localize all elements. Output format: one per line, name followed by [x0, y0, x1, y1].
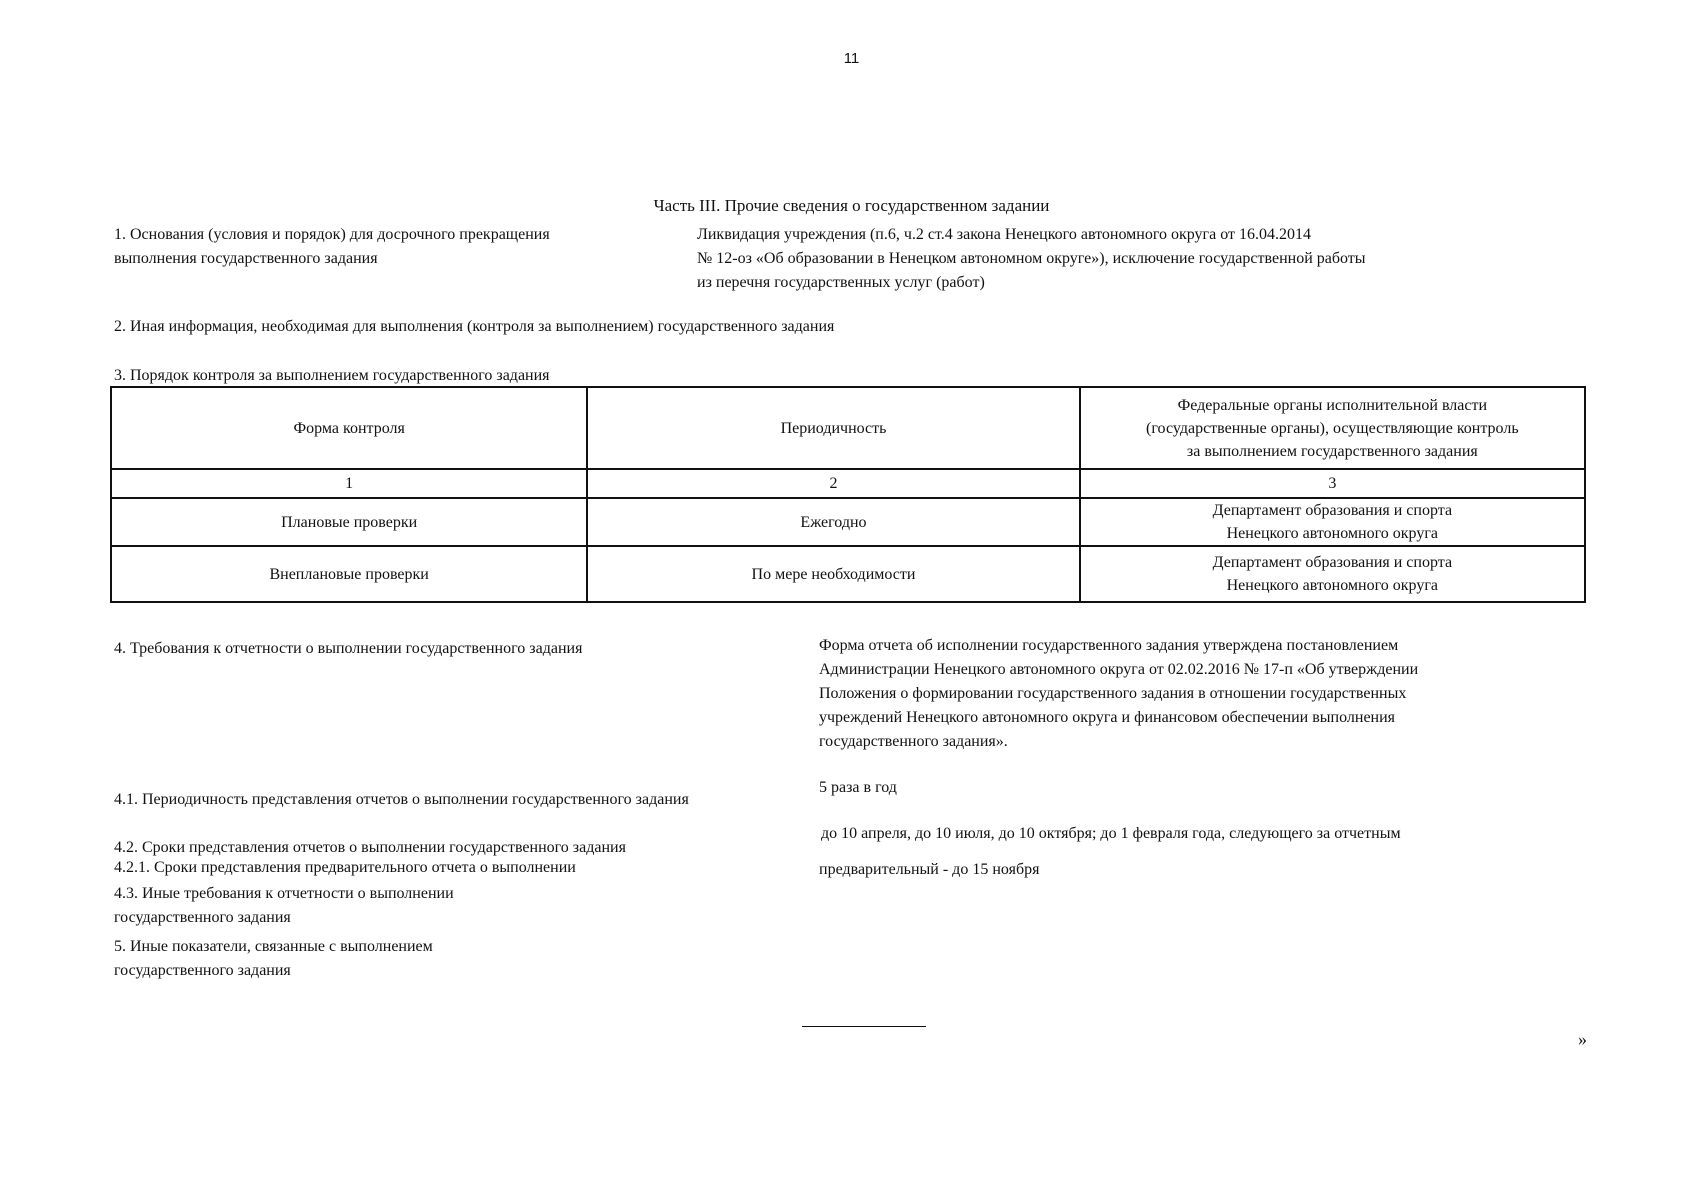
section-1-label-line: выполнения государственного задания	[114, 250, 378, 267]
header-cell-line: Федеральные органы исполнительной власти	[1177, 396, 1488, 414]
table-row	[111, 498, 1585, 546]
number-cell: 1	[111, 469, 587, 498]
separator-line	[802, 1026, 926, 1027]
section-4-label: 4. Требования к отчетности о выполнении государственного задания	[114, 640, 583, 657]
section-4-2-value: до 10 апреля, до 10 июля, до 10 октября; до 1 февраля года, следующего за отчетным	[821, 825, 1401, 842]
section-3-label: 3. Порядок контроля за выполнением государственного задания	[114, 367, 550, 384]
table-cell-line: Ненецкого автономного округа	[1226, 577, 1439, 594]
section-4-3-label-line: 4.3. Иные требования к отчетности о выполнении	[114, 885, 454, 902]
section-4-value-line: Администрации Ненецкого автономного округа от 02.02.2016 № 17-п «Об утверждении	[819, 661, 1419, 678]
section-2-label: 2. Иная информация, необходимая для выполнения (контроля за выполнением) государственного задания	[114, 318, 835, 335]
table-cell: Плановые проверки	[111, 498, 587, 546]
section-4-value	[819, 634, 1418, 754]
table-cell-line: Ненецкого автономного округа	[1226, 525, 1439, 542]
control-table	[110, 386, 1586, 603]
section-5-label-line: государственного задания	[114, 962, 291, 979]
table-number-row	[111, 469, 1585, 498]
table-cell: Ежегодно	[587, 498, 1079, 546]
section-4-3-label-line: государственного задания	[114, 909, 291, 926]
table-cell: Внеплановые проверки	[111, 546, 587, 602]
number-cell: 2	[587, 469, 1079, 498]
table-cell	[1080, 546, 1585, 602]
table-header-row	[111, 387, 1585, 469]
header-cell-line: (государственные органы), осуществляющие контроль	[1146, 419, 1519, 437]
header-cell: Форма контроля	[111, 387, 587, 469]
header-cell	[1080, 387, 1585, 469]
table-cell: По мере необходимости	[587, 546, 1079, 602]
section-4-value-line: государственного задания».	[819, 733, 1008, 750]
section-4-2-1-label: 4.2.1. Сроки представления предварительного отчета о выполнении	[114, 859, 576, 876]
section-1-value-line: Ликвидация учреждения (п.6, ч.2 ст.4 закона Ненецкого автономного округа от 16.04.2014	[697, 226, 1311, 243]
section-4-value-line: Форма отчета об исполнении государственного задания утверждена постановлением	[819, 637, 1399, 654]
section-1-label-line: 1. Основания (условия и порядок) для досрочного прекращения	[114, 226, 550, 243]
section-4-2-label: 4.2. Сроки представления отчетов о выполнении государственного задания	[114, 839, 626, 856]
section-5-label-line: 5. Иные показатели, связанные с выполнением	[114, 938, 433, 955]
section-1-value-line: из перечня государственных услуг (работ)	[697, 274, 985, 291]
section-5-label	[114, 935, 433, 983]
section-4-value-line: учреждений Ненецкого автономного округа и финансовом обеспечении выполнения	[819, 709, 1396, 726]
table-cell-line: Департамент образования и спорта	[1212, 502, 1453, 519]
section-4-1-value: 5 раза в год	[819, 779, 897, 796]
section-4-1-label: 4.1. Периодичность представления отчетов о выполнении государственного задания	[114, 791, 689, 808]
header-cell-line: за выполнением государственного задания	[1186, 442, 1478, 460]
section-4-3-label	[114, 882, 454, 930]
table-cell-line: Департамент образования и спорта	[1212, 554, 1453, 571]
section-1-value	[697, 223, 1366, 295]
table-cell	[1080, 498, 1585, 546]
table-row	[111, 546, 1585, 602]
section-4-2-1-value: предварительный - до 15 ноября	[819, 861, 1040, 878]
part-title: Часть III. Прочие сведения о государственном задании	[653, 196, 1050, 215]
number-cell: 3	[1080, 469, 1585, 498]
section-4-value-line: Положения о формировании государственного задания в отношении государственных	[819, 685, 1407, 702]
header-cell: Периодичность	[587, 387, 1079, 469]
page-number: 11	[843, 50, 860, 67]
closing-quote: »	[1578, 1029, 1587, 1049]
section-1-label	[114, 223, 550, 271]
section-1-value-line: № 12-оз «Об образовании в Ненецком автономном округе»), исключение государственной работы	[697, 250, 1366, 267]
